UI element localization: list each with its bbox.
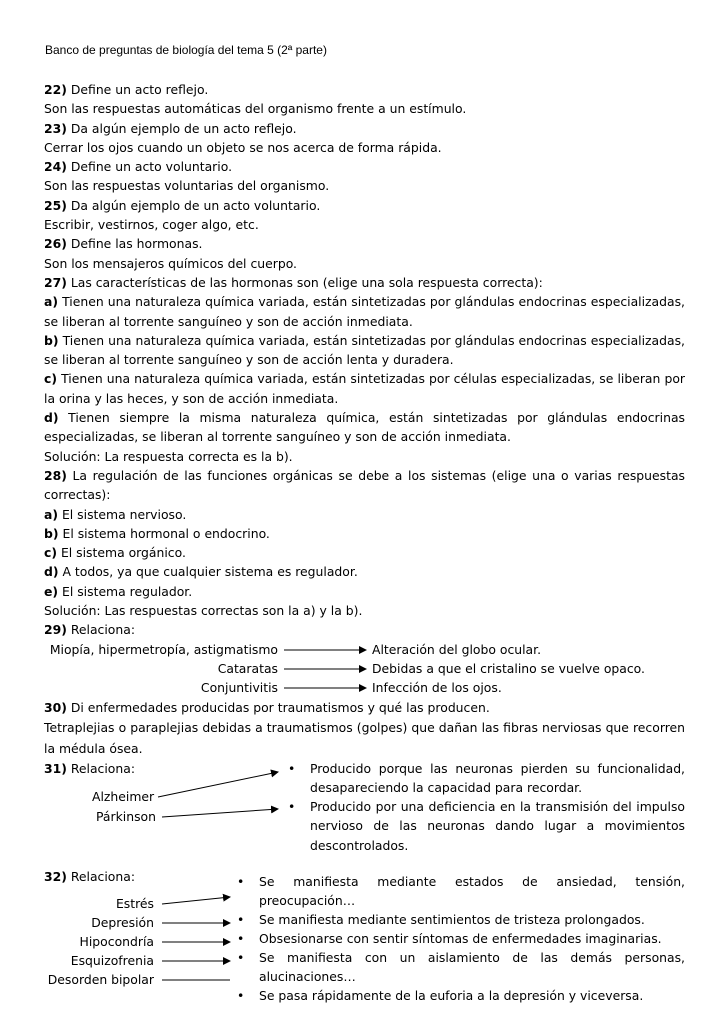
question-text: Define un acto reflejo. bbox=[66, 82, 209, 97]
question-text: Relaciona: bbox=[66, 760, 136, 776]
answer-24: Son las respuestas voluntarias del organismo. bbox=[44, 178, 330, 194]
option-text: El sistema hormonal o endocrino. bbox=[58, 525, 270, 541]
option-text: Tienen una naturaleza química variada, están sintetizadas por células especializadas, se liberan por la orina y las heces, y son de acción inmediata. bbox=[44, 371, 685, 406]
bullet-icon: • bbox=[237, 911, 245, 927]
match-left-item: Párkinson bbox=[96, 808, 156, 824]
option-text: Tienen una naturaleza química variada, están sintetizadas por glándulas endocrinas especializadas, se liberan al torrente sanguíneo y son de acción lenta y duradera. bbox=[44, 332, 685, 368]
question-text: Define un acto voluntario. bbox=[66, 159, 233, 175]
option-letter: b) bbox=[44, 332, 59, 348]
option-text: El sistema regulador. bbox=[58, 583, 193, 599]
option-letter: a) bbox=[44, 294, 59, 310]
question-number: 28) bbox=[44, 467, 67, 483]
question-number: 27) bbox=[44, 274, 67, 290]
match-arrows bbox=[44, 759, 685, 855]
question-text: Las características de las hormonas son (elige una sola respuesta correcta): bbox=[66, 274, 543, 290]
option-28a bbox=[44, 505, 685, 524]
question-number: 32) bbox=[44, 868, 67, 884]
match-left-item: Desorden bipolar bbox=[47, 971, 154, 987]
match-left-item: Miopía, hipermetropía, astigmatismo bbox=[49, 641, 278, 657]
bullet-icon: • bbox=[237, 987, 245, 1003]
solution-28: Solución: Las respuestas correctas son la a) y la b). bbox=[44, 603, 363, 619]
answer-22: Son las respuestas automáticas del organismo frente a un estímulo. bbox=[44, 101, 467, 117]
question-text: Relaciona: bbox=[66, 622, 136, 638]
option-text: A todos, ya que cualquier sistema es regulador. bbox=[58, 564, 358, 580]
question-number: 23) bbox=[44, 120, 67, 136]
question-number: 29) bbox=[44, 622, 67, 638]
match-left-item: Alzheimer bbox=[92, 788, 155, 804]
option-letter: d) bbox=[44, 410, 59, 426]
answer-23: Cerrar los ojos cuando un objeto se nos acerca de forma rápida. bbox=[44, 139, 442, 155]
arrow bbox=[158, 772, 278, 797]
question-29 bbox=[44, 620, 685, 639]
arrow bbox=[162, 897, 230, 904]
question-text: Define las hormonas. bbox=[66, 236, 203, 252]
option-letter: a) bbox=[44, 506, 59, 522]
question-number: 24) bbox=[44, 159, 67, 175]
question-text: Da algún ejemplo de un acto reflejo. bbox=[66, 120, 297, 136]
question-number: 25) bbox=[44, 197, 67, 213]
match-left-item: Conjuntivitis bbox=[200, 679, 278, 695]
option-text: El sistema nervioso. bbox=[58, 506, 187, 522]
question-number: 22) bbox=[44, 82, 67, 97]
question-25 bbox=[44, 196, 685, 215]
question-22 bbox=[44, 80, 685, 99]
answer-30: Tetraplejias o paraplejias debidas a traumatismos (golpes) que dañan las fibras nerviosas que recorren la médula ósea. bbox=[44, 719, 685, 756]
match-left-item: Estrés bbox=[115, 895, 154, 911]
question-text: La regulación de las funciones orgánicas se debe a los sistemas (elige una o varias respuestas correctas): bbox=[44, 467, 685, 503]
matching-32: 32) Relaciona: Estrés Depresión Hipocondría Esquizofrenia Desorden bipolar • Se manifiesta mediante estados de ansiedad, tensión, preocupación… • Se manifiesta mediante sentimientos de tristeza prolongados. • Obsesionarse con sentir síntomas de enfermedades imaginarias. • Se manifiesta con un aislamiento de las demás personas, alucinaciones… • Se pasa rápidamente de la euforia a la depresión y viceversa. bbox=[44, 867, 685, 1027]
question-number: 31) bbox=[44, 760, 67, 776]
option-letter: c) bbox=[44, 545, 58, 561]
option-28b bbox=[44, 524, 685, 543]
matching-31: 31) Relaciona: Alzheimer Párkinson • Producido porque las neuronas pierden su funcionalidad, desapareciendo la capacidad para recordar. • Producido por una deficiencia en la transmisión del impulso nervioso de las neuronas dando lugar a movimientos descontrolados. bbox=[44, 759, 685, 855]
bullet-icon: • bbox=[237, 949, 245, 965]
document-body bbox=[44, 80, 685, 1027]
option-27a bbox=[44, 292, 685, 331]
question-27 bbox=[44, 273, 685, 292]
bullet-icon: • bbox=[237, 930, 245, 946]
option-28e bbox=[44, 582, 685, 601]
option-text: Tienen siempre la misma naturaleza química, están sintetizadas por glándulas endocrinas especializadas, se liberan al torrente sanguíneo y son de acción inmediata. bbox=[44, 410, 685, 445]
question-number: 26) bbox=[44, 236, 67, 252]
option-27b bbox=[44, 331, 685, 370]
question-text: Da algún ejemplo de un acto voluntario. bbox=[66, 197, 321, 213]
match-right-item: Infección de los ojos. bbox=[372, 679, 502, 695]
match-left-item: Hipocondría bbox=[79, 933, 154, 949]
question-30 bbox=[44, 698, 685, 717]
option-28d bbox=[44, 562, 685, 581]
match-right-item: Alteración del globo ocular. bbox=[372, 641, 542, 657]
option-letter: d) bbox=[44, 564, 59, 580]
option-letter: e) bbox=[44, 583, 59, 599]
question-text: Relaciona: bbox=[66, 868, 136, 884]
match-left-item: Esquizofrenia bbox=[70, 952, 154, 968]
option-27c bbox=[44, 369, 685, 408]
bullet-icon: • bbox=[288, 760, 296, 776]
question-text: Di enfermedades producidas por traumatismos y qué las producen. bbox=[66, 699, 490, 715]
document-header: Banco de preguntas de biología del tema 5 (2ª parte) bbox=[45, 43, 327, 57]
question-26 bbox=[44, 234, 685, 253]
match-arrows bbox=[44, 867, 685, 1027]
match-left-item: Depresión bbox=[91, 914, 154, 930]
option-28c bbox=[44, 543, 685, 562]
match-arrows bbox=[44, 640, 685, 698]
question-23 bbox=[44, 119, 685, 138]
option-letter: c) bbox=[44, 371, 58, 387]
option-text: El sistema orgánico. bbox=[57, 545, 186, 561]
question-24 bbox=[44, 157, 685, 176]
option-27d bbox=[44, 408, 685, 447]
option-text: Tienen una naturaleza química variada, están sintetizadas por glándulas endocrinas especializadas, se liberan al torrente sanguíneo y son de acción inmediata. bbox=[44, 294, 685, 329]
match-right-item: Debidas a que el cristalino se vuelve opaco. bbox=[372, 660, 645, 676]
bullet-icon: • bbox=[288, 798, 296, 814]
arrow bbox=[162, 809, 278, 817]
matching-29 bbox=[44, 640, 685, 698]
answer-25: Escribir, vestirnos, coger algo, etc. bbox=[44, 217, 259, 233]
solution-27: Solución: La respuesta correcta es la b). bbox=[44, 448, 293, 464]
question-28 bbox=[44, 466, 685, 505]
question-number: 30) bbox=[44, 699, 67, 715]
answer-26: Son los mensajeros químicos del cuerpo. bbox=[44, 255, 297, 271]
match-left-item: Cataratas bbox=[217, 660, 278, 676]
bullet-icon: • bbox=[237, 873, 245, 889]
option-letter: b) bbox=[44, 525, 59, 541]
